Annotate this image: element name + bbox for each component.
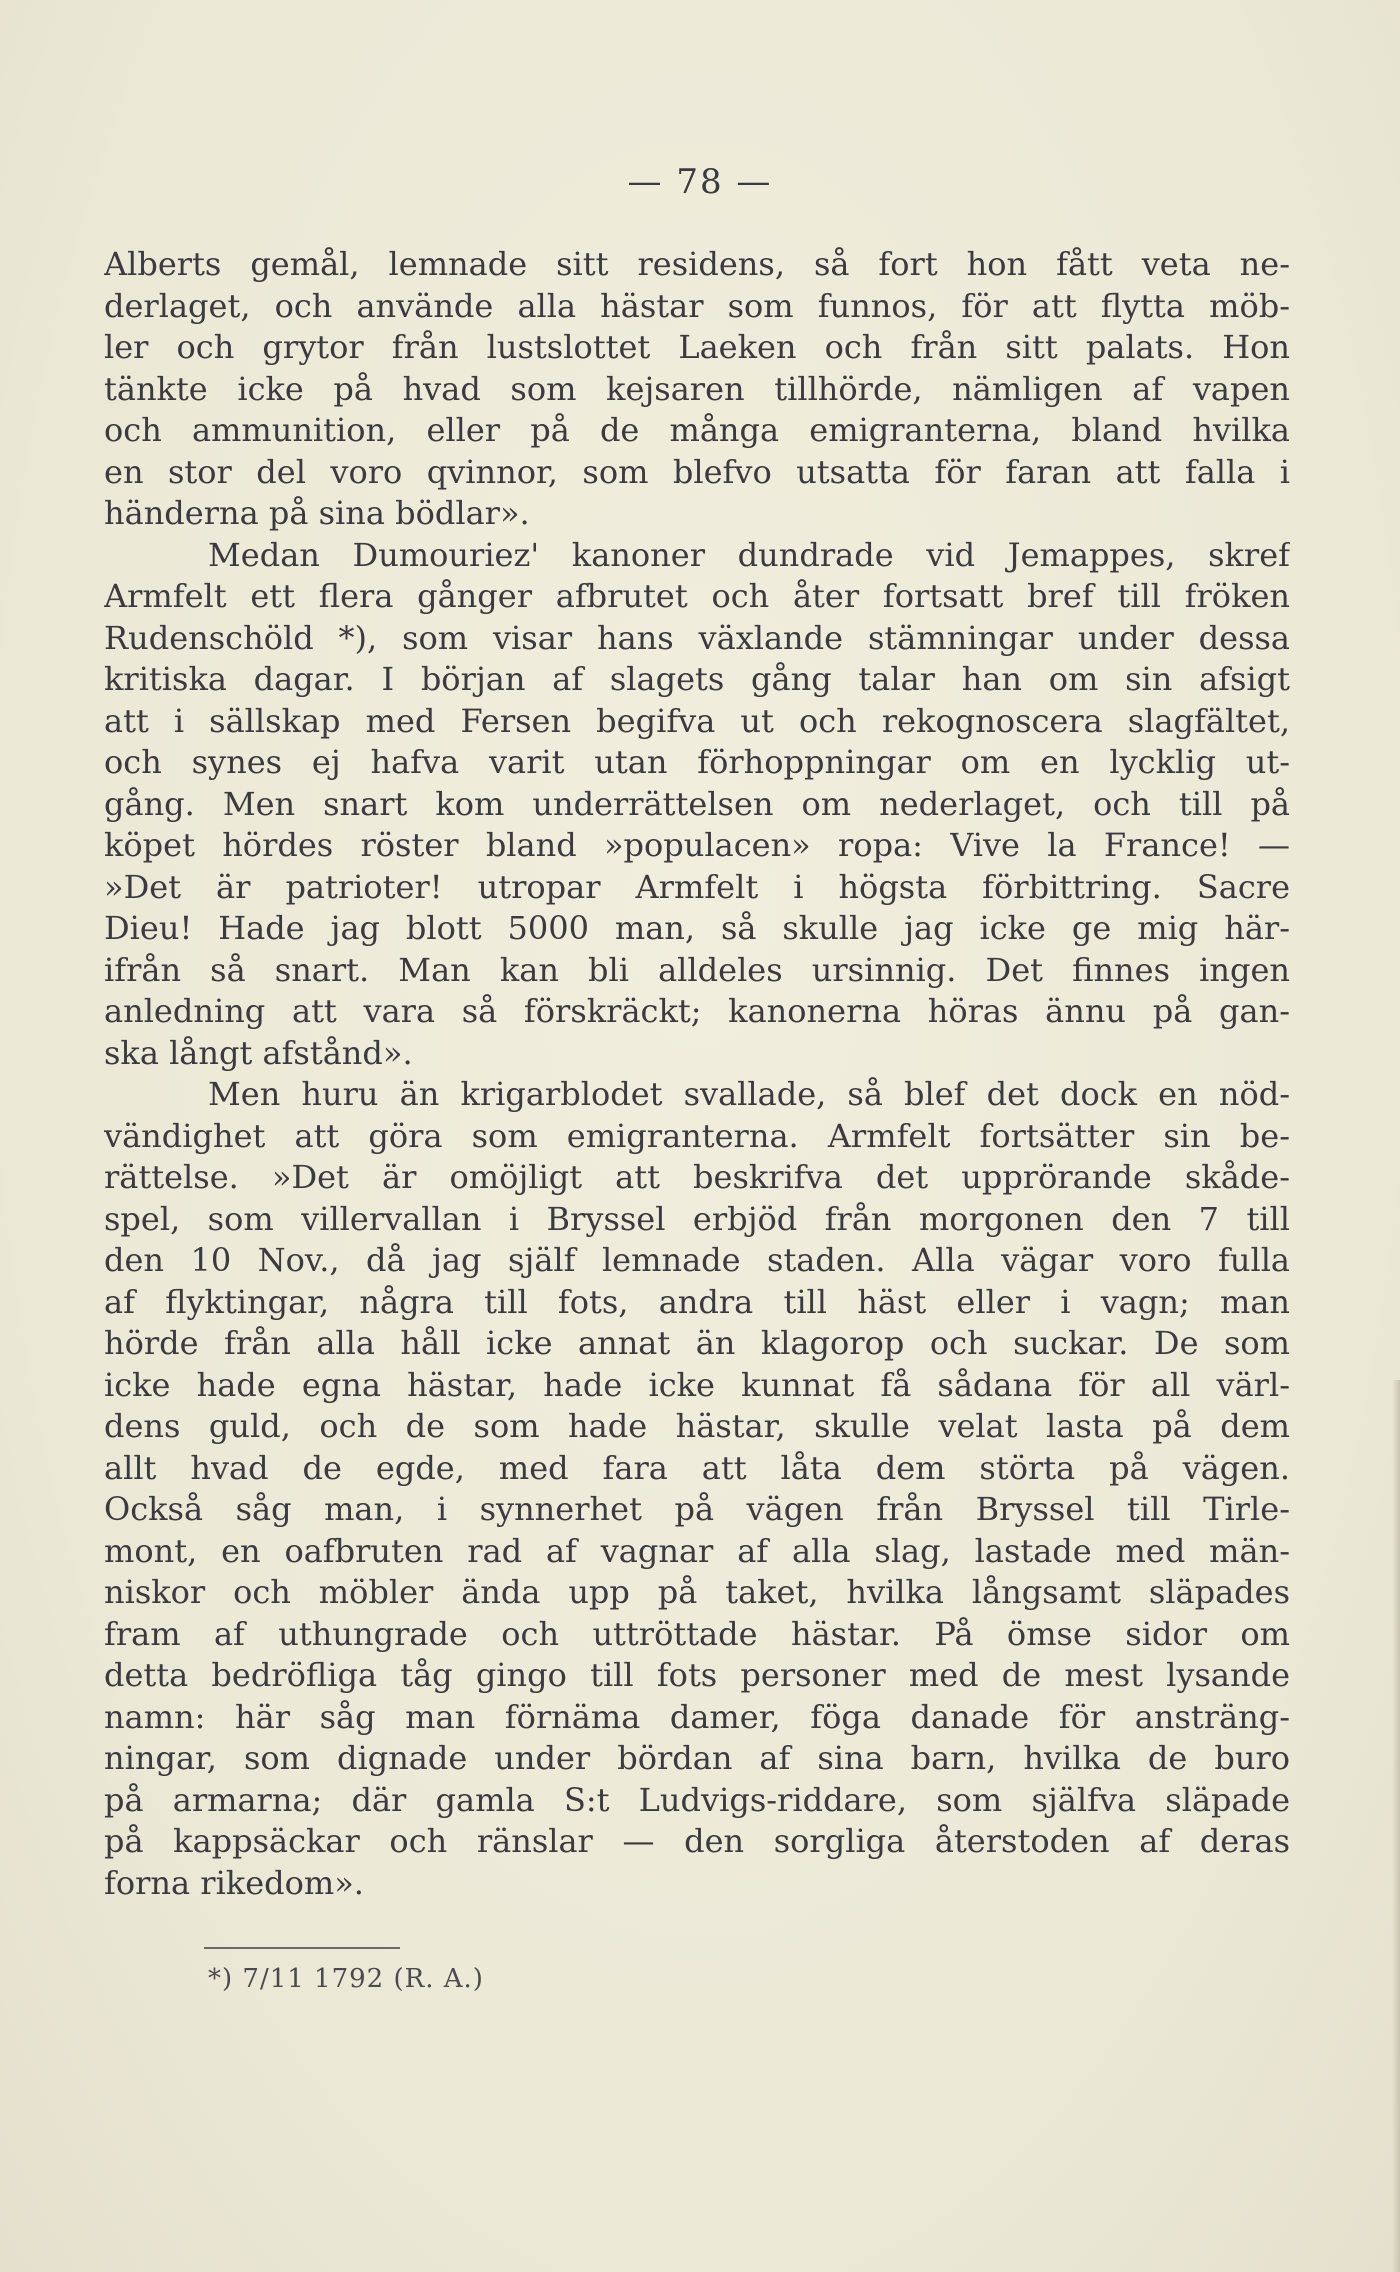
text-line: icke hade egna hästar, hade icke kunnat få sådana för all värl- [104, 1365, 1290, 1404]
text-line: ler och grytor från lustslottet Laeken och från sitt palats. Hon [104, 328, 1290, 366]
text-line: gång. Men snart kom underrättelsen om nederlaget, och till på [104, 784, 1290, 823]
footnote-divider [204, 1947, 400, 1949]
text-line: af flyktingar, några till fots, andra till häst eller i vagn; man [104, 1282, 1290, 1321]
text-line: ifrån så snart. Man kan bli alldeles ursinnig. Det finnes ingen [104, 950, 1290, 989]
text-line: kritiska dagar. I början af slagets gång talar han om sin afsigt [104, 660, 1290, 698]
text-line: vändighet att göra som emigranterna. Armfelt fortsätter sin be- [104, 1116, 1290, 1155]
text-line: forna rikedom». [104, 1863, 364, 1902]
text-line: derlaget, och använde alla hästar som funnos, för att flytta möb- [104, 286, 1290, 325]
text-line: köpet hördes röster bland »populacen» ropa: Vive la France! — [104, 826, 1290, 864]
text-line: detta bedröfliga tåg gingo till fots personer med de mest lysande [104, 1656, 1290, 1694]
text-line: ska långt afstånd». [104, 1033, 413, 1072]
paragraph-first-line: Men huru än krigarblodet svallade, så blef det dock en nöd- [208, 1075, 1290, 1113]
text-line: och ammunition, eller på de många emigranterna, bland hvilka [104, 411, 1290, 449]
text-line: ningar, som dignade under bördan af sina barn, hvilka de buro [104, 1739, 1290, 1777]
text-line: tänkte icke på hvad som kejsaren tillhörde, nämligen af vapen [104, 369, 1290, 408]
text-line: Dieu! Hade jag blott 5000 man, så skulle jag icke ge mig här- [104, 909, 1290, 947]
text-line: fram af uthungrade och uttröttade hästar. På ömse sidor om [104, 1614, 1290, 1653]
text-line: allt hvad de egde, med fara att låta dem störta på vägen. [104, 1448, 1290, 1487]
text-line: Armfelt ett flera gånger afbrutet och åter fortsatt bref till fröken [104, 577, 1290, 615]
text-line: niskor och möbler ända upp på taket, hvilka långsamt släpades [104, 1573, 1290, 1611]
text-line: Också såg man, i synnerhet på vägen från Bryssel till Tirle- [104, 1490, 1290, 1528]
paragraph-first-line: Medan Dumouriez' kanoner dundrade vid Jemappes, skref [208, 535, 1290, 574]
page-number: — 78 — [627, 162, 773, 202]
text-line: att i sällskap med Fersen begifva ut och rekognoscera slagfältet, [104, 701, 1290, 740]
text-line: dens guld, och de som hade hästar, skulle velat lasta på dem [104, 1407, 1290, 1445]
text-line: den 10 Nov., då jag själf lemnade staden. Alla vägar voro fulla [104, 1241, 1290, 1279]
text-line: Alberts gemål, lemnade sitt residens, så fort hon fått veta ne- [104, 245, 1290, 283]
text-line: spel, som villervallan i Bryssel erbjöd från morgonen den 7 till [104, 1199, 1290, 1238]
text-line: och synes ej hafva varit utan förhoppningar om en lycklig ut- [104, 743, 1290, 781]
text-line: en stor del voro qvinnor, som blefvo utsatta för faran att falla i [104, 452, 1290, 491]
text-line: anledning att vara så förskräckt; kanonerna höras ännu på gan- [104, 992, 1290, 1030]
text-line: hörde från alla håll icke annat än klagorop och suckar. De som [104, 1324, 1290, 1362]
text-line: på armarna; där gamla S:t Ludvigs-riddare, som själfva släpade [104, 1780, 1290, 1819]
text-line: »Det är patrioter! utropar Armfelt i högsta förbittring. Sacre [104, 867, 1290, 906]
text-line: händerna på sina bödlar». [104, 494, 530, 532]
text-line: namn: här såg man förnäma damer, föga danade för ansträng- [104, 1697, 1290, 1736]
text-line: Rudenschöld *), som visar hans växlande stämningar under dessa [104, 618, 1290, 657]
text-line: rättelse. »Det är omöjligt att beskrifva det upprörande skåde- [104, 1158, 1290, 1196]
text-line: på kappsäckar och ränslar — den sorgliga återstoden af deras [104, 1822, 1290, 1860]
text-line: mont, en oafbruten rad af vagnar af alla slag, lastade med män- [104, 1531, 1290, 1570]
footnote: *) 7/11 1792 (R. A.) [208, 1964, 484, 1994]
page-edge-shadow [1392, 1380, 1400, 2272]
body-text [104, 244, 1290, 1904]
